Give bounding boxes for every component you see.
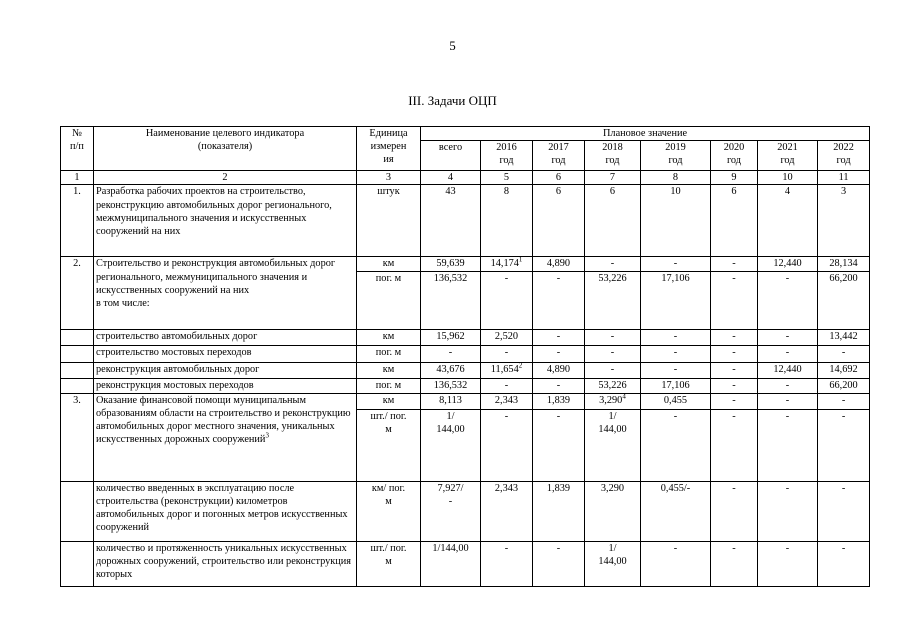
cell-value: 11,654	[490, 363, 519, 375]
cell-2019: 17,106	[641, 271, 711, 329]
cell-2019: -	[641, 362, 711, 378]
cell-2017: 4,890	[533, 257, 585, 271]
table-row	[61, 541, 870, 586]
table-row	[61, 481, 870, 541]
row-name: строительство мостовых переходов	[94, 345, 357, 362]
cell-total: 136,532	[421, 378, 481, 393]
cell-2021: -	[758, 345, 818, 362]
cell-2019: -	[641, 329, 711, 345]
colnum: 2	[94, 171, 357, 185]
cell-2016: 2,520	[481, 329, 533, 345]
cell-value: 14,174	[490, 258, 519, 270]
cell-total: -	[421, 345, 481, 362]
cell-total: 43,676	[421, 362, 481, 378]
cell-2022: 28,134	[818, 257, 870, 271]
cell-2020: -	[711, 393, 758, 409]
table-row	[61, 378, 870, 393]
cell-2019: -	[641, 409, 711, 481]
cell-2018: -	[585, 257, 641, 271]
header-year: 2020 год	[711, 141, 758, 171]
row-unit: км	[357, 329, 421, 345]
cell-2020: -	[711, 257, 758, 271]
header-year: 2019 год	[641, 141, 711, 171]
cell-2021: -	[758, 378, 818, 393]
row-name: реконструкция мостовых переходов	[94, 378, 357, 393]
footnote-mark: 2	[518, 362, 523, 370]
colnum: 10	[758, 171, 818, 185]
table-row	[61, 329, 870, 345]
row-unit: пог. м	[357, 271, 421, 329]
cell-2016	[481, 362, 533, 378]
footnote-mark: 4	[622, 393, 626, 401]
cell-2017: -	[533, 541, 585, 586]
cell-total: 1/ 144,00	[421, 409, 481, 481]
colnum: 1	[61, 171, 94, 185]
row-num	[61, 345, 94, 362]
column-number-row	[61, 171, 870, 185]
row-unit: км	[357, 393, 421, 409]
page-number: 5	[449, 38, 456, 53]
header-unit: Единица измерен ия	[357, 127, 421, 171]
cell-2020: 6	[711, 185, 758, 257]
cell-2017: 6	[533, 185, 585, 257]
cell-2017: -	[533, 345, 585, 362]
row-name	[94, 393, 357, 481]
cell-total: 8,113	[421, 393, 481, 409]
row-num: 2.	[61, 257, 94, 329]
cell-2016: -	[481, 409, 533, 481]
cell-2017: -	[533, 271, 585, 329]
cell-2017: -	[533, 409, 585, 481]
cell-2021: -	[758, 409, 818, 481]
cell-2022: -	[818, 541, 870, 586]
colnum: 9	[711, 171, 758, 185]
cell-2020: -	[711, 409, 758, 481]
cell-2018	[585, 393, 641, 409]
cell-2019: 17,106	[641, 378, 711, 393]
cell-2017: 1,839	[533, 393, 585, 409]
cell-2021: 12,440	[758, 257, 818, 271]
cell-2020: -	[711, 271, 758, 329]
header-name: Наименование целевого индикатора (показателя)	[94, 127, 357, 171]
cell-2019: 0,455/-	[641, 481, 711, 541]
table-row	[61, 362, 870, 378]
header-year: 2016 год	[481, 141, 533, 171]
row-num	[61, 481, 94, 541]
cell-2022: 66,200	[818, 271, 870, 329]
colnum: 3	[357, 171, 421, 185]
cell-total: 59,639	[421, 257, 481, 271]
header-num: № п/п	[61, 127, 94, 171]
row-name: количество и протяженность уникальных искусственных дорожных сооружений, строительство или реконструкция которых	[94, 541, 357, 586]
row-name: реконструкция автомобильных дорог	[94, 362, 357, 378]
cell-2016: 2,343	[481, 393, 533, 409]
cell-2022: 3	[818, 185, 870, 257]
table-row	[61, 185, 870, 257]
cell-2019: 0,455	[641, 393, 711, 409]
cell-total: 7,927/ -	[421, 481, 481, 541]
cell-2018: -	[585, 329, 641, 345]
row-num: 3.	[61, 393, 94, 481]
cell-2020: -	[711, 541, 758, 586]
header-year: 2021 год	[758, 141, 818, 171]
cell-total: 43	[421, 185, 481, 257]
cell-2021: -	[758, 271, 818, 329]
cell-2019: 10	[641, 185, 711, 257]
row-unit: штук	[357, 185, 421, 257]
cell-2021: -	[758, 481, 818, 541]
row-num	[61, 378, 94, 393]
row-unit: шт./ пог. м	[357, 409, 421, 481]
cell-2016: -	[481, 378, 533, 393]
indicators-table	[60, 126, 870, 587]
cell-2018: 53,226	[585, 271, 641, 329]
cell-2020: -	[711, 378, 758, 393]
cell-2018: 53,226	[585, 378, 641, 393]
row-name: строительство автомобильных дорог	[94, 329, 357, 345]
footnote-mark: 1	[518, 256, 523, 264]
row-num	[61, 362, 94, 378]
row-num	[61, 329, 94, 345]
row-name-text: Оказание финансовой помощи муниципальным образованиям области на строительство и реконструкцию автомобильных дорог местного значения, уникальных искусственных дорожных сооружений	[96, 394, 351, 446]
header-total: всего	[421, 141, 481, 171]
cell-2021: 4	[758, 185, 818, 257]
cell-2018: -	[585, 362, 641, 378]
row-unit: км/ пог. м	[357, 481, 421, 541]
row-name: Строительство и реконструкция автомобильных дорог регионального, межмуниципального значения и искусственных сооружений на них в том числе:	[94, 257, 357, 329]
cell-2016: -	[481, 271, 533, 329]
colnum: 8	[641, 171, 711, 185]
header-year: 2017 год	[533, 141, 585, 171]
header-year: 2022 год	[818, 141, 870, 171]
cell-2016: 2,343	[481, 481, 533, 541]
cell-2019: -	[641, 257, 711, 271]
cell-2022: -	[818, 393, 870, 409]
table-row	[61, 345, 870, 362]
cell-2021: -	[758, 329, 818, 345]
row-num	[61, 541, 94, 586]
cell-2022: 13,442	[818, 329, 870, 345]
cell-total: 15,962	[421, 329, 481, 345]
cell-2021: 12,440	[758, 362, 818, 378]
cell-2022: -	[818, 481, 870, 541]
cell-2018: -	[585, 345, 641, 362]
cell-2016	[481, 257, 533, 271]
cell-2017: 1,839	[533, 481, 585, 541]
cell-2022: -	[818, 409, 870, 481]
row-unit: пог. м	[357, 345, 421, 362]
row-name: Разработка рабочих проектов на строительство, реконструкцию автомобильных дорог регионального, межмуниципального значения и искусственных сооружений на них	[94, 185, 357, 257]
cell-2019: -	[641, 345, 711, 362]
colnum: 11	[818, 171, 870, 185]
cell-2018: 1/ 144,00	[585, 541, 641, 586]
row-name: количество введенных в эксплуатацию после строительства (реконструкции) километров автомобильных дорог и погонных метров искусственных сооружений	[94, 481, 357, 541]
colnum: 4	[421, 171, 481, 185]
cell-2022: 66,200	[818, 378, 870, 393]
cell-2018: 6	[585, 185, 641, 257]
cell-2022: 14,692	[818, 362, 870, 378]
cell-2020: -	[711, 329, 758, 345]
cell-2021: -	[758, 393, 818, 409]
cell-2016: 8	[481, 185, 533, 257]
footnote-mark: 3	[265, 431, 269, 440]
table-row	[61, 393, 870, 409]
colnum: 7	[585, 171, 641, 185]
cell-2017: -	[533, 329, 585, 345]
cell-2018: 3,290	[585, 481, 641, 541]
cell-2021: -	[758, 541, 818, 586]
row-unit: км	[357, 362, 421, 378]
colnum: 6	[533, 171, 585, 185]
row-unit: шт./ пог. м	[357, 541, 421, 586]
row-unit: пог. м	[357, 378, 421, 393]
row-num: 1.	[61, 185, 94, 257]
cell-2018: 1/ 144,00	[585, 409, 641, 481]
cell-2016: -	[481, 345, 533, 362]
cell-2017: 4,890	[533, 362, 585, 378]
section-title: III. Задачи ОЦП	[408, 93, 497, 108]
cell-2020: -	[711, 345, 758, 362]
colnum: 5	[481, 171, 533, 185]
cell-2019: -	[641, 541, 711, 586]
cell-2017: -	[533, 378, 585, 393]
row-unit: км	[357, 257, 421, 271]
table-row	[61, 257, 870, 271]
cell-total: 1/144,00	[421, 541, 481, 586]
cell-2016: -	[481, 541, 533, 586]
cell-2020: -	[711, 481, 758, 541]
cell-2022: -	[818, 345, 870, 362]
header-plan: Плановое значение	[421, 127, 870, 141]
header-year: 2018 год	[585, 141, 641, 171]
cell-value: 3,290	[599, 394, 623, 406]
cell-2020: -	[711, 362, 758, 378]
cell-total: 136,532	[421, 271, 481, 329]
